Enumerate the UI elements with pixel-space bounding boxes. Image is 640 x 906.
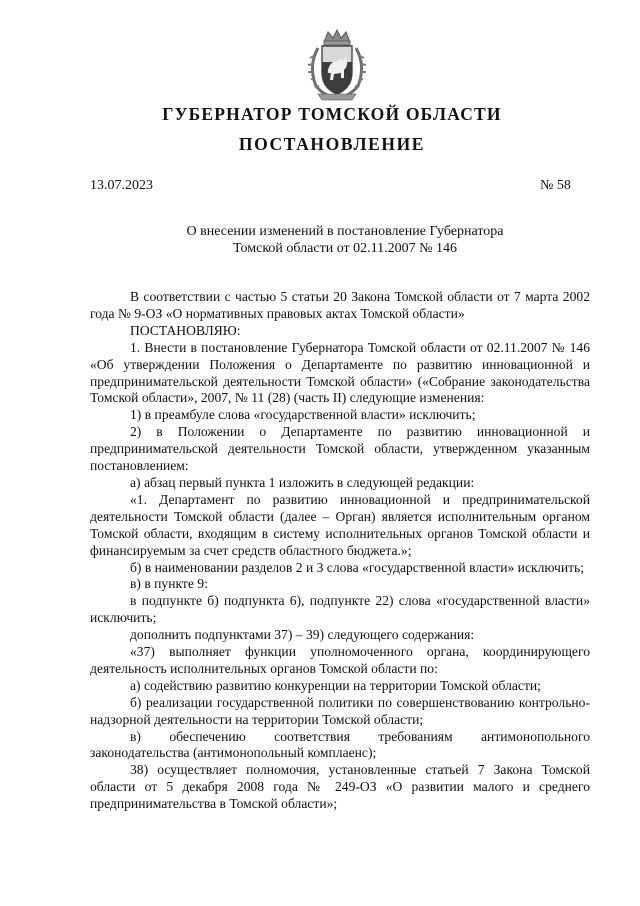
body-paragraph: 1) в преамбуле слова «государственной власти» исключить; [130,407,476,423]
body-paragraph: «1. Департамент по развитию инновационной и предпринимательской деятельности Томской области (далее – Орган) является исполнительным органом Томской области, входящим в систему исполнительных органов Томской области и финансируемым за счет средств областного бюджета.»; [90,491,590,558]
authority-title: ГУБЕРНАТОР ТОМСКОЙ ОБЛАСТИ [162,104,502,124]
body-paragraph: 38) осуществляет полномочия, установленные статьей 7 Закона Томской области от 5 декабря 2008 года № 249-ОЗ «О развитии малого и среднего предпринимательства в Томской области»; [90,762,590,812]
document-date: 13.07.2023 [90,178,153,193]
body-paragraph: В соответствии с частью 5 статьи 20 Закона Томской области от 7 марта 2002 года № 9-ОЗ «О нормативных правовых актах Томской области» [90,289,590,321]
body-paragraph: а) содействию развитию конкуренции на территории Томской области; [130,677,541,693]
coat-of-arms-icon [304,28,370,102]
body-paragraph: в) в пункте 9: [130,576,208,592]
document-body [90,289,590,813]
body-paragraph: 1. Внести в постановление Губернатора Томской области от 02.11.2007 № 146 «Об утверждении Положения о Департаменте по развитию инновационной и предпринимательской деятельности Томской области» («Собрание законодательства Томской области», 2007, № 11 (28) (часть II) следующие изменения: [90,339,590,406]
body-paragraph: дополнить подпунктами 37) – 39) следующего содержания: [130,627,475,643]
body-paragraph: в подпункте б) подпункта 6), подпункте 22) слова «государственной власти» исключить; [90,593,590,626]
subject-line: О внесении изменений в постановление Губернатора [186,224,504,239]
document-number: № 58 [540,178,571,193]
document-type-title: ПОСТАНОВЛЕНИЕ [238,134,426,154]
body-paragraph: «37) выполняет функции уполномоченного органа, координирующего деятельность исполнительных органов Томской области по: [90,644,590,676]
body-paragraph: в) обеспечению соответствия требованиям антимонопольного законодательства (антимонопольный комплаенс); [90,728,590,761]
document-subject [140,223,550,257]
body-paragraph: а) абзац первый пункта 1 изложить в следующей редакции: [130,474,475,490]
body-paragraph: б) в наименовании разделов 2 и 3 слова «государственной власти» исключить; [130,559,585,575]
body-paragraph: 2) в Положении о Департаменте по развитию инновационной и предпринимательской деятельности Томской области, утвержденном указанным постановлением: [90,424,590,474]
body-paragraph: б) реализации государственной политики по совершенствованию контрольно-надзорной деятельности на территории Томской области; [90,694,590,727]
resolution-keyword: ПОСТАНОВЛЯЮ: [130,322,241,338]
subject-line: Томской области от 02.11.2007 № 146 [233,241,457,256]
